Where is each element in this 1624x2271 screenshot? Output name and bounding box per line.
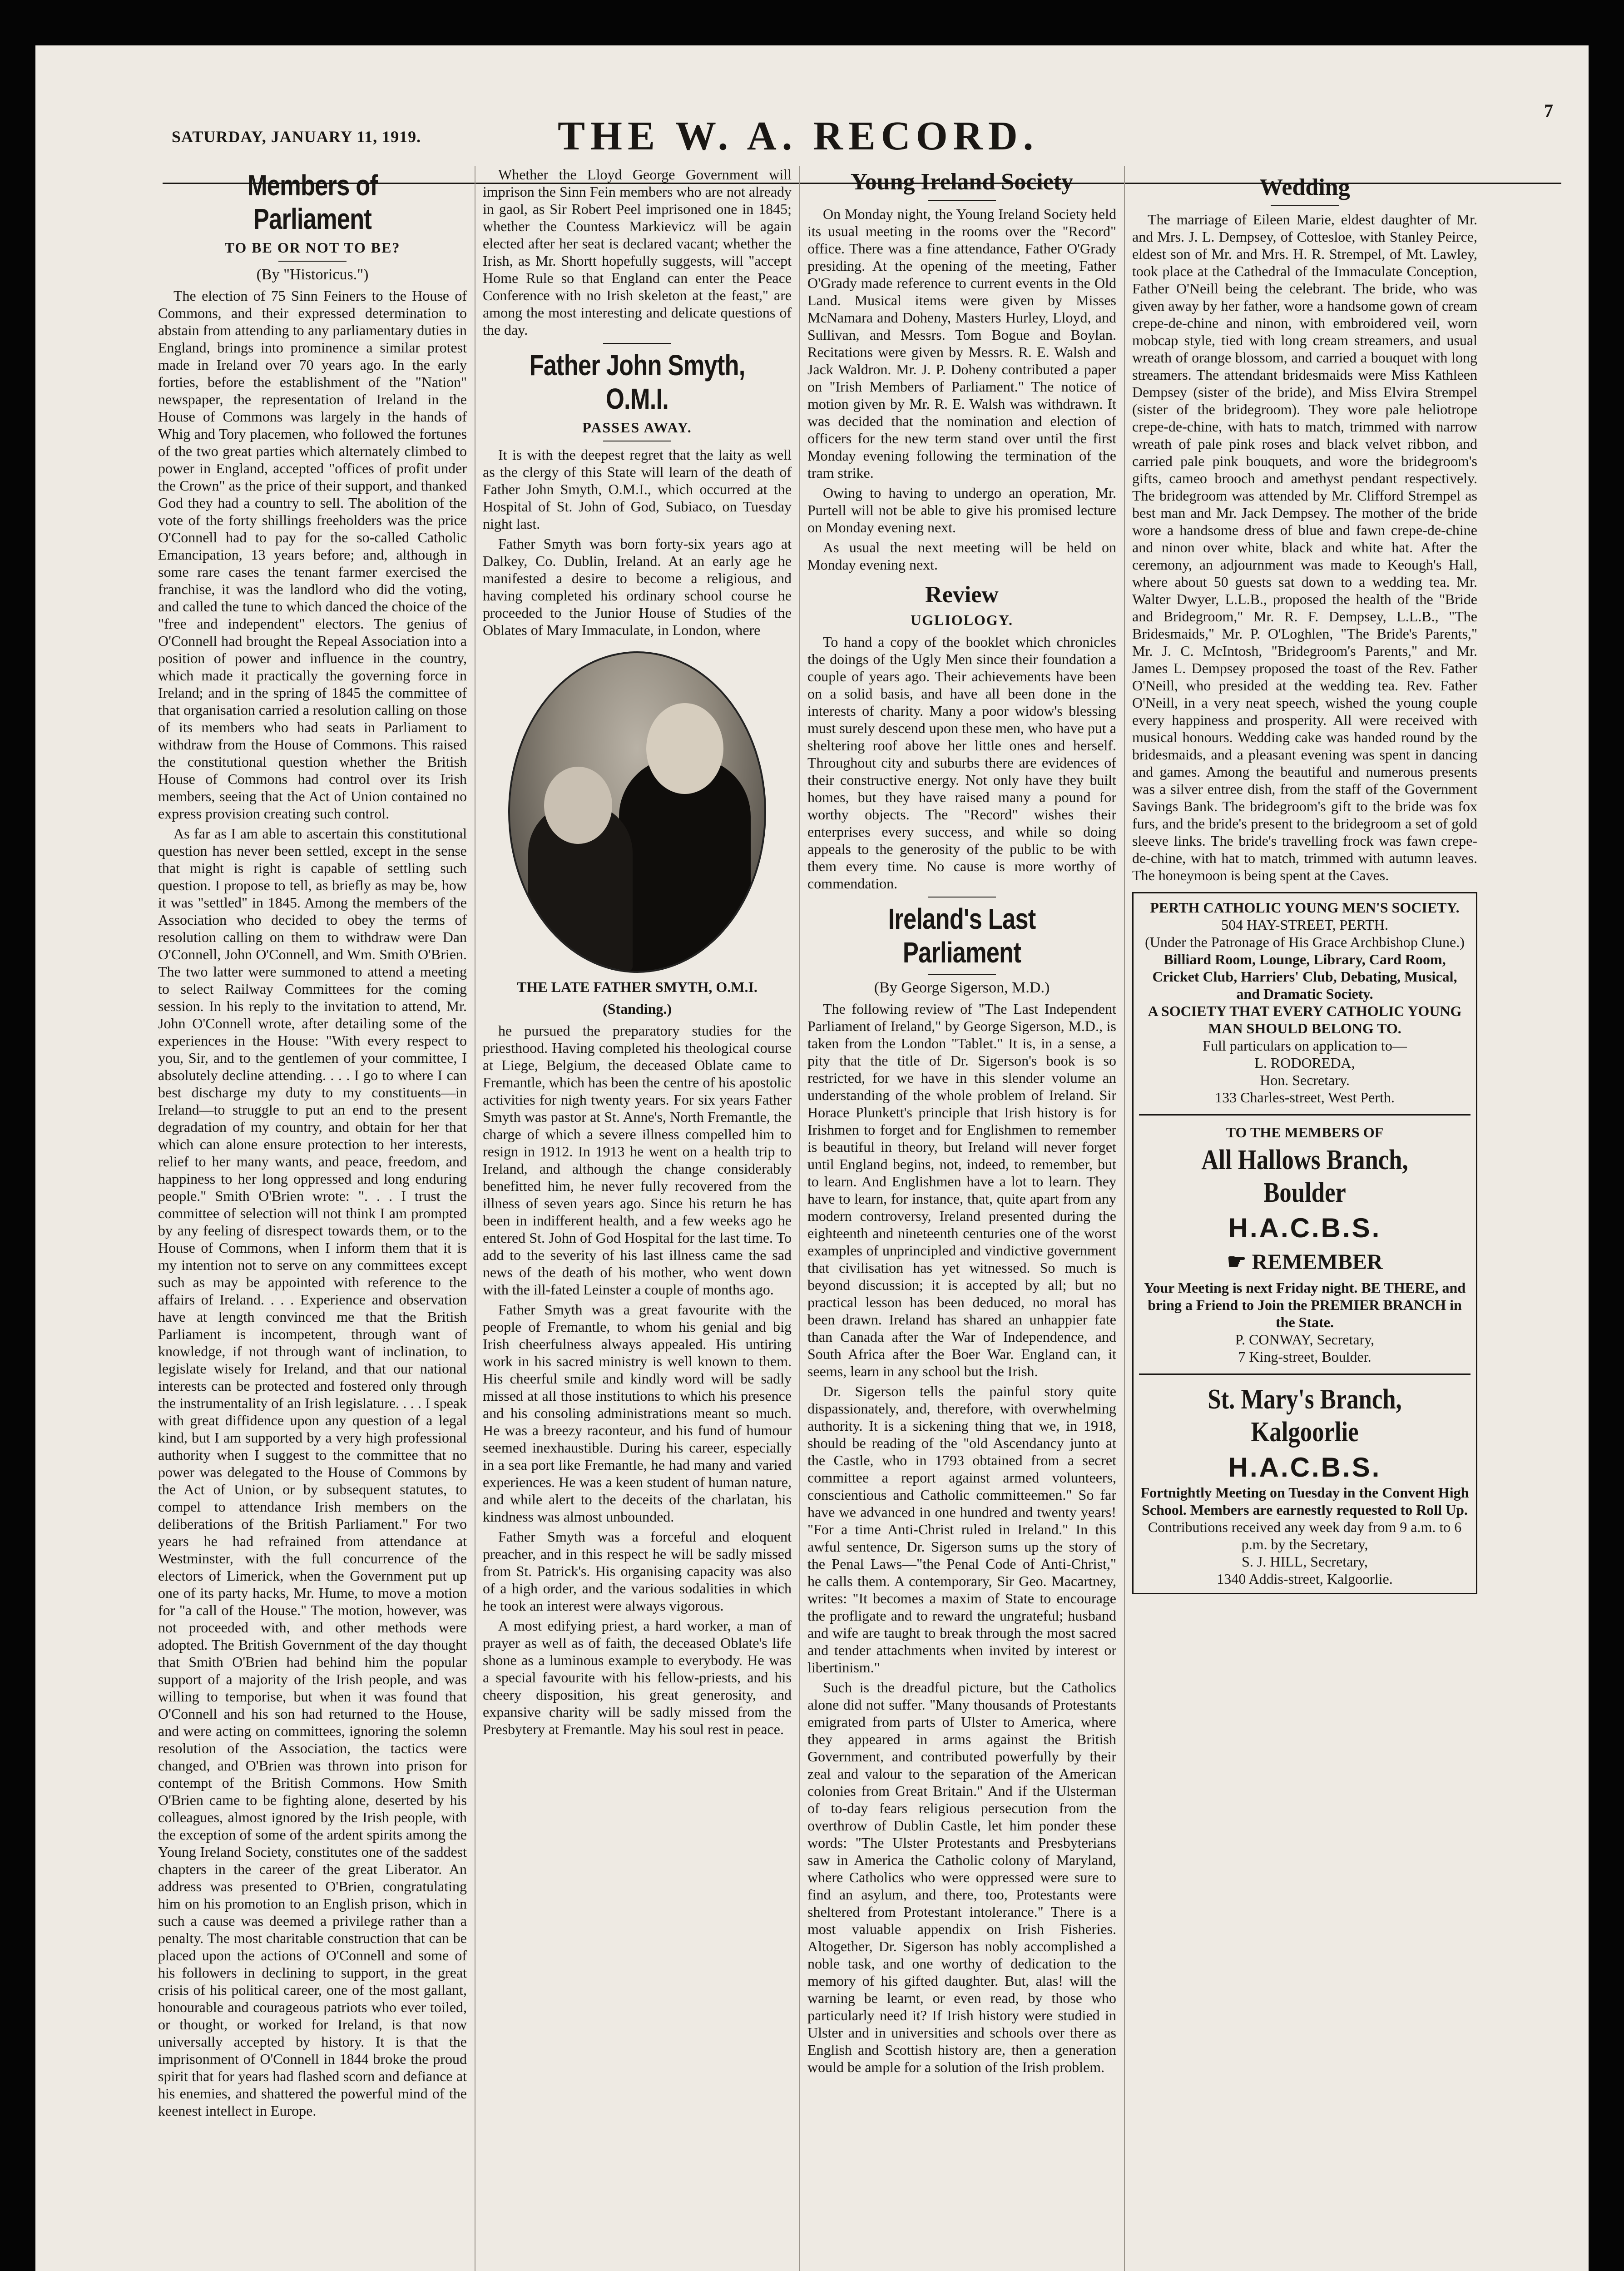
photo-caption: THE LATE FATHER SMYTH, O.M.I. (517, 979, 758, 995)
column-3 (807, 166, 1116, 2271)
article-byline: (By George Sigerson, M.D.) (874, 979, 1050, 996)
branch-secretary: P. CONWAY, Secretary, (1235, 1331, 1375, 1348)
divider (603, 343, 671, 344)
article-paragraph: Dr. Sigerson tells the painful story quite dispassionately, and, therefore, with overwhelming authority. It is a sickening thing that we, in 1918, should be reading of the "old Ascendancy junto at the Castle, who in 1793 obtained from a secret committee a report against armed volunteers, conscientious and Catholic committeemen." So far have we advanced in one hundred and twenty years! "For a time Anti-Christ ruled in Ireland." In this awful sentence, Dr. Sigerson sums up the story of the Penal Laws—"the Penal Code of Anti-Christ," he calls them. A contemporary, Sir Geo. Macartney, writes: "It becomes a maxim of State to encourage the profligate and to reward the ungrateful; husband and wife are taught to break through the most sacred and tender attachments when invited by interest or libertinism." (807, 1383, 1116, 1676)
society-contact-name: L. RODOREDA, (1254, 1055, 1355, 1071)
column-divider (1124, 166, 1125, 2271)
column-2 (483, 166, 792, 2271)
portrait-photo (508, 651, 766, 973)
newspaper-title: THE W. A. RECORD. (558, 114, 1039, 159)
branch-notice: Your Meeting is next Friday night. BE THERE, and bring a Friend to Join the PREMIER BRANCH in the State. (1144, 1279, 1466, 1330)
pointing-hand-icon: ☛ (1227, 1250, 1252, 1274)
society-contact-intro: Full particulars on application to— (1203, 1037, 1407, 1054)
seated-figure-head (544, 767, 612, 844)
divider (1139, 1374, 1471, 1375)
article-paragraph: On Monday night, the Young Ireland Society held its usual meeting in the rooms over the "Record" office. There was a fine attendance, Father O'Grady presiding. At the opening of the meeting, Father O'Grady made reference to current events in the Old Land. Musical items were given by Misses McNamara and Doheny, Masters Hurley, Lloyd, and Sullivan, and Messrs. Tom Bogue and Boylan. Recitations were given by Messrs. R. E. Walsh and Jack Waldron. Mr. J. P. Doheny contributed a paper on "Irish Members of Parliament." The notice of motion given by Mr. R. E. Walsh was withdrawn. It was decided that the nomination and election of officers for the new term stand over until the first Monday evening following the termination of the tram strike. (807, 206, 1116, 481)
article-paragraph: To hand a copy of the booklet which chronicles the doings of the Ugly Men since their foundation a couple of years ago. Their achievements have been on a solid basis, and have all been done in the interests of charity. Many a poor widow's blessing must surely descend upon these men, who have put a sheltering roof above her little ones and herself. Throughout city and suburbs there are evidences of their constructive energy. Not only have they built homes, but they have raised many a pound for worthy objects. The "Record" wishes their enterprises every success, and while so doing appeals to the generosity of the public to be with them every time. No cause is more worthy of commendation. (807, 634, 1116, 892)
branch-org: H.A.C.B.S. (1228, 1213, 1381, 1243)
article-paragraph: Father Smyth was a great favourite with the people of Fremantle, to whom his genial and big Irish cheerfulness always appealed. His untiring work in his sacred ministry is well known to them. His cheerful smile and kindly word will be sadly missed at all those institutions to which his presence and his consoling administrations meant so much. He was a breezy raconteur, and his fund of humour seemed inexhaustible. During his career, especially in a sea port like Fremantle, he had many and varied experiences. He was a keen student of human nature, and while alert to the deceits of the charlatan, his kindness was almost unbounded. (483, 1301, 792, 1525)
column-4 (1132, 166, 1477, 2271)
branch-org: H.A.C.B.S. (1228, 1452, 1381, 1483)
society-patronage: (Under the Patronage of His Grace Archbishop Clune.) (1145, 934, 1465, 950)
branch-name: All Hallows Branch, Boulder (1201, 1145, 1408, 1208)
article-paragraph: As usual the next meeting will be held on Monday evening next. (807, 539, 1116, 573)
divider (928, 974, 996, 975)
issue-date: SATURDAY, JANUARY 11, 1919. (172, 128, 421, 146)
branch-address: 7 King-street, Boulder. (1238, 1349, 1371, 1365)
column-1 (158, 166, 467, 2271)
article-paragraph: The election of 75 Sinn Feiners to the House of Commons, and their expressed determination to abstain from attending to any parliamentary duties in England, brings into prominence a similar protest made in Ireland over 70 years ago. In the early forties, before the establishment of the "Nation" newspaper, the representation of Ireland in the House of Commons was largely in the hands of Whig and Tory placemen, who followed the fortunes of the two great parties which alternately climbed to power in England, accepted "offices of profit under the Crown" as the price of their support, and thanked God they had a country to sell. The abolition of the vote of the forty shillings freeholders was the price O'Connell had to pay for the so-called Catholic Emancipation, 13 years before; and, although in some rare cases the tenant farmer exercised the franchise, it was the landlord who did the voting, and called the tune to which danced the choice of the "free and independent" electors. The genius of O'Connell had brought the Repeal Association into a position of power and influence in the country, which made it practically the governing force in Ireland; and in the spring of 1845 the committee of that organisation carried a resolution calling on those of its members who had seats in Parliament to withdraw from the House of Commons. This raised the constitutional question whether the British House of Commons had control over its Irish members, seeing that the Act of Union contained no express provision creating such control. (158, 288, 467, 822)
article-paragraph: The following review of "The Last Independent Parliament of Ireland," by George Sigerson, M.D., is taken from the London "Tablet." It is, in a sense, a pity that the title of Dr. Sigerson's book is so restricted, for we have in this slender volume an understanding of the whole problem of Ireland. Sir Horace Plunkett's principle that Irish history is for Irishmen to forget and for Englishmen to remember is beautiful in theory, but Ireland will never forget until England begins, not, indeed, to remember, but to learn. And Englishmen have a lot to learn. They have to learn, for instance, that, quite apart from any modern controversy, Ireland presented during the eighteenth and nineteenth centuries one of the worst examples of unprincipled and vindictive government that civilisation has yet witnessed. So much is beyond discussion; it is accepted by all; but no practical lesson has been deduced, no moral has been drawn. Ireland has shared an unhappier fate than Canada after the War of Independence, and South Africa after the Boer War. England can, it seems, learn in any school but the Irish. (807, 1001, 1116, 1379)
society-facilities: Billiard Room, Lounge, Library, Card Room, Cricket Club, Harriers' Club, Debating, Musical, and Dramatic Society. (1152, 951, 1457, 1002)
article-subheading: TO BE OR NOT TO BE? (224, 239, 401, 256)
branch-name: St. Mary's Branch, Kalgoorlie (1208, 1384, 1402, 1448)
photo-caption-sub: (Standing.) (602, 1001, 672, 1017)
advertisement-box (1132, 892, 1477, 1594)
article-byline: (By "Historicus.") (256, 266, 369, 283)
article-heading: Review (925, 582, 999, 608)
divider (928, 200, 996, 201)
society-address: 504 HAY-STREET, PERTH. (1221, 917, 1388, 933)
article-heading: Young Ireland Society (850, 169, 1074, 195)
page-number: 7 (1544, 100, 1553, 121)
branch-address: 1340 Addis-street, Kalgoorlie. (1217, 1571, 1393, 1587)
remember-label: REMEMBER (1252, 1250, 1383, 1274)
article-subheading: PASSES AWAY. (582, 419, 692, 436)
society-title: PERTH CATHOLIC YOUNG MEN'S SOCIETY. (1150, 899, 1460, 916)
society-slogan: A SOCIETY THAT EVERY CATHOLIC YOUNG MAN SHOULD BELONG TO. (1148, 1003, 1462, 1036)
article-paragraph: he pursued the preparatory studies for the priesthood. Having completed his theological course at Liege, Belgium, the deceased Oblate came to Fremantle, which has been the centre of his apostolic activities for nigh twenty years. For six years Father Smyth was pastor at St. Anne's, North Fremantle, the charge of which a severe illness compelled him to resign in 1912. In 1913 he went on a health trip to Ireland, and although the change considerably benefitted him, he never fully recovered from the illness of seven years ago. Since his return he has been in indifferent health, and a few weeks ago he entered St. John of God Hospital for the last time. To add to the severity of his last illness came the sad news of the death of his mother, who went down with the ill-fated Leinster a couple of months ago. (483, 1022, 792, 1298)
article-paragraph: Such is the dreadful picture, but the Catholics alone did not suffer. "Many thousands of Protestants emigrated from parts of Ulster to America, where they appeared in arms against the British Government, and contributed powerfully by their zeal and valour to the separation of the American colonies from Great Britain." And if the Ulsterman of to-day fears religious persecution from the overthrow of Dublin Castle, let him ponder these words: "The Ulster Protestants and Presbyterians saw in America the Catholic colony of Maryland, where Catholics who were oppressed were sure to find an asylum, and there, too, Protestants were sheltered from Protestant intolerance." There is a most valuable appendix on Irish Fisheries. Altogether, Dr. Sigerson has nobly accomplished a noble task, and one worthy of dedication to the memory of his gifted daughter. But, alas! will the warning be learnt, or even read, by those who particularly need it? If Irish history were studied in Ulster and in universities and schools over there as English and Scottish history are, then a generation would be ample for a solution of the Irish problem. (807, 1679, 1116, 2075)
branch-intro: TO THE MEMBERS OF (1226, 1124, 1384, 1140)
article-paragraph: Father Smyth was a forceful and eloquent preacher, and in this respect he will be sadly missed from St. Patrick's. His organising capacity was also of a high order, and the various sodalities in which he took an interest were always vigorous. (483, 1528, 792, 1614)
article-paragraph: It is with the deepest regret that the laity as well as the clergy of this State will learn of the death of Father John Smyth, O.M.I., which occurred at the Hospital of St. John of God, Subiaco, on Tuesday night last. (483, 446, 792, 532)
article-paragraph: As far as I am able to ascertain this constitutional question has never been settled, except in the sense that might is right is capable of settling such question. I propose to tell, as briefly as may be, how it was "settled" in 1845. Among the members of the Association who decided to obey the terms of resolution calling on them to withdraw were Dan O'Connell, John O'Connell, and Wm. Smith O'Brien. The two latter were summoned to attend a meeting to select Railway Committees for the coming session. In his reply to the invitation to attend, Mr. John O'Connell wrote, after detailing some of the experiences in the House: "With every respect to you, Sir, and to the gentlemen of your committee, I absolutely decline attending. . . . I go to where I can best discharge my duty to my constituents—in Ireland—to struggle to put an end to the present degradation of my country, and obtain for her that which can alone ensure protection to her interests, relief to her many wants, and peace, freedom, and happiness to her long oppressed and long enduring people." Smith O'Brien wrote: ". . . I trust the committee of selection will not think I am prompted by any feeling of disrespect towards them, or to the House of Commons, when I inform them that it is my intention not to serve on any committees except such as may be appointed with reference to the affairs of Ireland. . . . Experience and observation have at length convinced me that the British Parliament is incompetent, through want of knowledge, if not through want of inclination, to legislate wisely for Ireland, and that our national interests can be protected and fostered only through the instrumentality of an Irish legislature. . . . I speak with great diffidence upon any question of a legal kind, but I am supported by a very high professional authority when I suggest to the committee that no power was delegated to the House of Commons by the Act of Union, or by subsequent statutes, to compel to attendance Irish members on the deliberations of the British Parliament." For two years he had refrained from attendance at Westminster, with the full concurrence of the electors of Limerick, when the Government put up one of its party hacks, Mr. Hume, to move a motion for "a call of the House." The motion, however, was not proceeded with, and other methods were adopted. The British Government of the day thought that Smith O'Brien had behind him the popular support of a majority of the Irish people, and was willing to temporise, but when it was found that O'Connell and his son had returned to the House, and were acting on committees, ignoring the solemn resolution of the Association, the tactics were changed, and O'Brien was thrown into prison for contempt of the British Commons. How Smith O'Brien came to be fighting alone, deserted by his colleagues, almost ignored by the Irish people, with the exception of some of the ardent spirits among the Young Ireland Society, constitutes one of the saddest chapters in the career of the great Liberator. An address was presented to O'Brien, congratulating him on his promotion to an English prison, which in such a cause was deemed a privilege rather than a penalty. The most charitable construction that can be placed upon the actions of O'Connell and some of his followers in declining to support, in the great crisis of his political career, one of the most gallant, honourable and courageous patriots who ever toiled, or thought, or worked for Ireland, is that now universally accepted by history. It is that the imprisonment of O'Connell in 1844 broke the proud spirit that for years had flashed scorn and defiance at his enemies, and shattered the powerful mind of the keenest intellect in Europe. (158, 825, 467, 2119)
article-paragraph: A most edifying priest, a hard worker, a man of prayer as well as of faith, the deceased Oblate's life shone as a luminous example to everybody. He was a special favourite with his fellow-priests, and his cheery disposition, his great generosity, and expansive charity will be sadly missed from the Presbytery at Fremantle. May his soul rest in peace. (483, 1617, 792, 1737)
standing-figure-head (646, 703, 723, 794)
divider (278, 261, 347, 262)
society-contact-address: 133 Charles-street, West Perth. (1215, 1089, 1395, 1106)
article-paragraph: Father Smyth was born forty-six years ago at Dalkey, Co. Dublin, Ireland. At an early age he manifested a desire to become a religious, and having completed his ordinary school course he proceeded to the Junior House of Studies of the Oblates of Mary Immaculate, in London, where (483, 536, 792, 638)
branch-contributions: Contributions received any week day from 9 a.m. to 6 p.m. by the Secretary, (1148, 1519, 1462, 1552)
article-heading: Ireland's Last Parliament (888, 902, 1036, 969)
article-subheading: UGLIOLOGY. (911, 612, 1013, 628)
masthead (35, 77, 1589, 159)
divider (1139, 1114, 1471, 1116)
article-heading: Father John Smyth, O.M.I. (529, 349, 745, 415)
newspaper-page (35, 45, 1589, 2271)
article-paragraph: Owing to having to undergo an operation, Mr. Purtell will not be able to give his promised lecture on Monday evening next. (807, 485, 1116, 536)
divider (1271, 205, 1339, 206)
remember-notice (1139, 1249, 1471, 1274)
article-heading: Wedding (1259, 174, 1350, 200)
branch-secretary: S. J. HILL, Secretary, (1242, 1553, 1368, 1570)
article-heading: Members of Parliament (247, 169, 378, 235)
society-contact-role: Hon. Secretary. (1260, 1072, 1350, 1088)
article-paragraph: Whether the Lloyd George Government will imprison the Sinn Fein members who are not already in gaol, as Sir Robert Peel imprisoned one in 1845; whether the Countess Markievicz will be again elected after her seat is declared vacant; whether the Irish, as Mr. Shortt hopefully suggests, will "accept Home Rule so that England can enter the Peace Conference with no Irish skeleton at the feast," are among the most interesting and delicate questions of the day. (483, 166, 792, 338)
column-divider (799, 166, 800, 2271)
article-paragraph: The marriage of Eileen Marie, eldest daughter of Mr. and Mrs. J. L. Dempsey, of Cottesloe, with Stanley Peirce, eldest son of Mr. and Mrs. H. R. Strempel, of Mt. Lawley, took place at the Cathedral of the Immaculate Conception, Father O'Neill being the celebrant. The bride, who was given away by her father, wore a handsome gown of cream crepe-de-chine and ninon, with embroidered veil, worn mobcap style, tied with long cream streamers, and usual wreath of orange blossom, and carried a bouquet with long streamers. The attendant bridesmaids were Miss Kathleen Dempsey (sister of the bride), and Miss Elvira Strempel (sister of the bridegroom). They wore pale heliotrope crepe-de-chine, with hats to match, trimmed with narrow wreath of pale pink roses and black velvet ribbon, and carried pale pink bouquets, and wore the bridegroom's gifts, cameo brooch and amethyst pendant respectively. The bridegroom was attended by Mr. Clifford Strempel as best man and Mr. Jack Dempsey. The mother of the bride wore a handsome dress of blue and fawn crepe-de-chine and ninon over white, black and white hat. After the ceremony, an adjournment was made to Keough's Hall, where about 50 guests sat down to a wedding tea. Mr. Walter Dwyer, L.L.B., proposed the health of the "Bride and Bridegroom," Mr. R. F. Dempsey, L.L.B., "The Bridesmaids," Mr. P. O'Loghlen, "The Bride's Parents," Mr. J. C. McIntosh, "Bridegroom's Parents," and Mr. James L. Dempsey proposed the toast of the Rev. Father O'Neill, who presided at the wedding tea. Rev. Father O'Neill, in a very neat speech, wished the young couple every happiness and prosperity. All were received with musical honours. Wedding cake was handed round by the bridesmaids, and a pleasant evening was spent in dancing and games. Among the beautiful and numerous presents was a silver entree dish, from the staff of the Government Savings Bank. The bridegroom's gift to the bride was fox furs, and the bride's present to the bridegroom a set of gold sleeve links. The bride's travelling frock was fawn crepe-de-chine, with hat to match, trimmed with autumn leaves. The honeymoon is being spent at the Caves. (1132, 211, 1477, 883)
branch-notice: Fortnightly Meeting on Tuesday in the Convent High School. Members are earnestly requested to Roll Up. (1140, 1484, 1469, 1518)
